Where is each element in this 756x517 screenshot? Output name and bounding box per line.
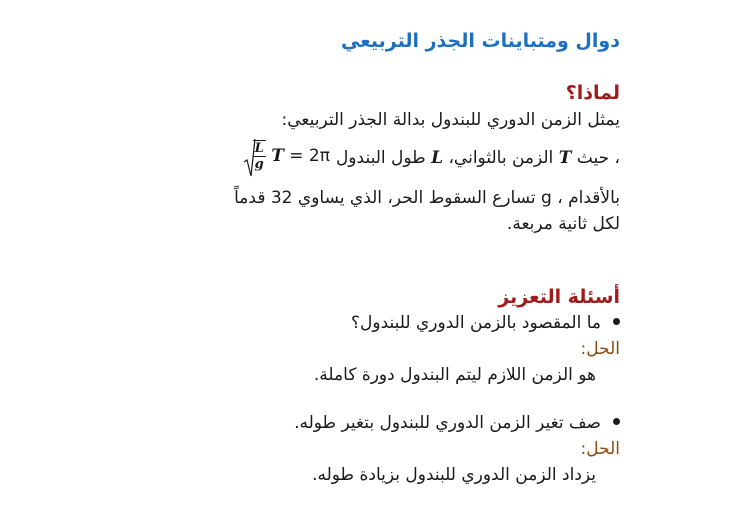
why-line-3: بالأقدام ، g تسارع السقوط الحر، الذي يساوي 32 قدماً [234,188,620,208]
sqrt-radical [244,140,266,172]
formula-where-block [244,141,330,172]
where-word: ، حيث [576,148,620,168]
fraction-numerator: L [254,141,264,156]
sqrt-sign-icon [244,138,256,178]
fraction-denominator: g [254,157,264,172]
time-in-seconds: الزمن بالثواني، [448,148,554,168]
bullet-icon [613,318,620,325]
pendulum-length: طول البندول [335,148,426,168]
answer-2: يزداد الزمن الدوري للبندول بزيادة طوله. [312,465,596,485]
question-1 [351,313,620,333]
question-1-text: ما المقصود بالزمن الدوري للبندول؟ [351,313,601,333]
solution-label-1: الحل: [580,339,620,359]
bullet-icon [613,418,620,425]
var-T: T [271,146,284,166]
lesson-title: دوال ومتباينات الجذر التربيعي [340,30,620,52]
why-line-4: لكل ثانية مربعة. [506,214,620,234]
reinforce-heading: أسئلة التعزيز [498,286,620,308]
why-line-2 [244,140,330,180]
solution-label-2: الحل: [580,439,620,459]
why-heading: لماذا؟ [565,82,620,104]
why-line-2-text [336,146,620,170]
answer-1: هو الزمن اللازم ليتم البندول دورة كاملة. [313,365,596,385]
var-L-inline: L [431,148,444,168]
formula-equals: = 2π [289,146,330,166]
question-2 [294,413,620,433]
var-T-inline: T [558,148,572,168]
why-line-1: يمثل الزمن الدوري للبندول بدالة الجذر التربيعي: [281,110,620,130]
question-2-text: صف تغير الزمن الدوري للبندول بتغير طوله. [294,413,601,433]
